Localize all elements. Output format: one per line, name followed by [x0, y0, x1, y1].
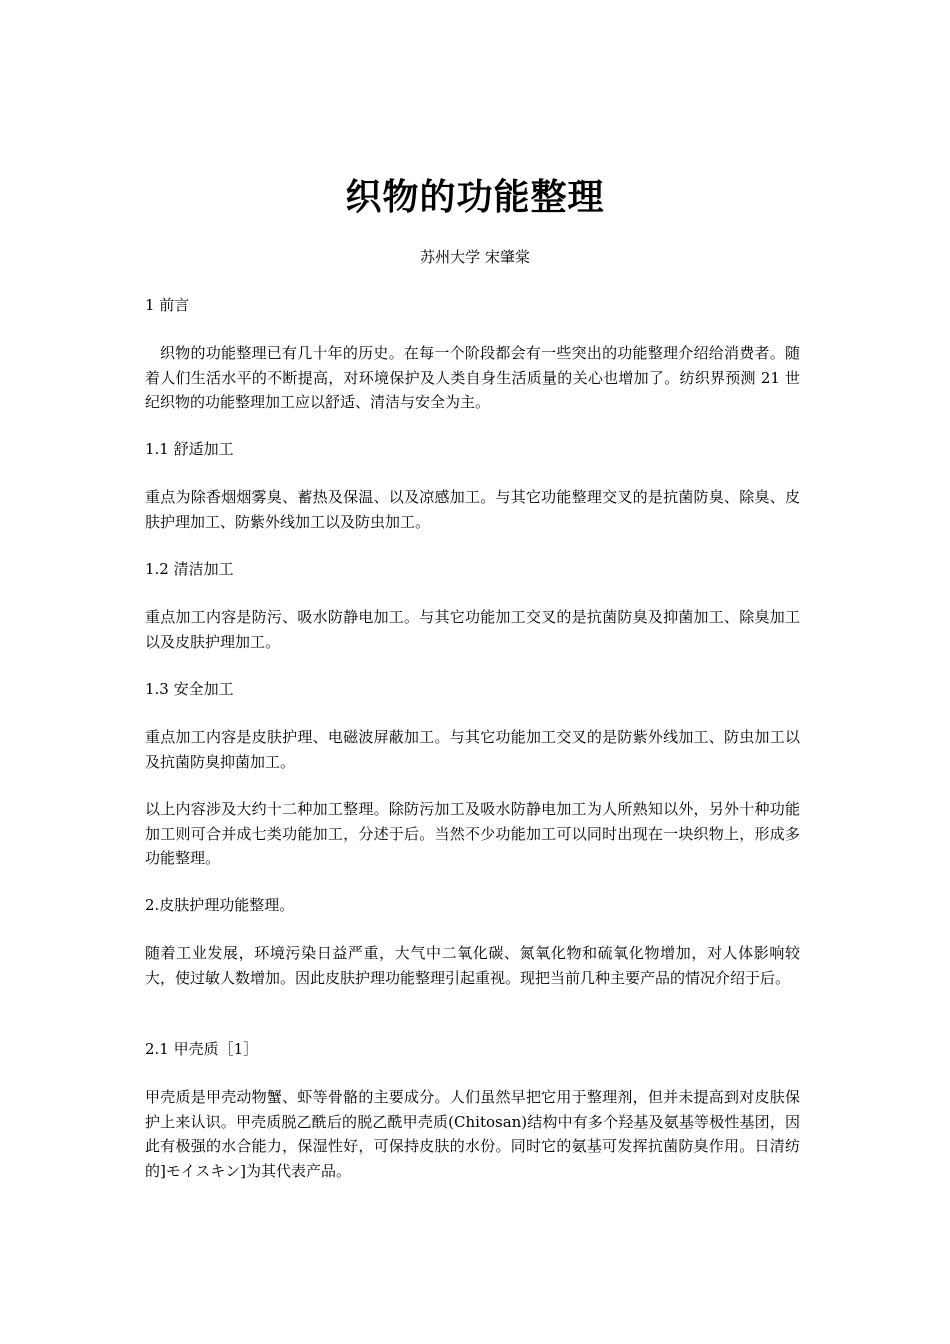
- section-heading-safety: 1.3 安全加工: [145, 680, 234, 698]
- paragraph-safety: 重点加工内容是皮肤护理、电磁波屏蔽加工。与其它功能加工交叉的是防紫外线加工、防虫加工以及抗菌防臭抑菌加工。: [145, 728, 800, 771]
- document-title: 织物的功能整理: [345, 177, 605, 218]
- section-heading-chitin: 2.1 甲壳质［1］: [145, 1040, 259, 1058]
- paragraph-comfort: 重点为除香烟烟雾臭、蓄热及保温、以及凉感加工。与其它功能整理交叉的是抗菌防臭、除臭、皮肤护理加工、防紫外线加工以及防虫加工。: [145, 488, 800, 531]
- author-line: 苏州大学 宋肇棠: [420, 248, 530, 266]
- paragraph-summary: 以上内容涉及大约十二种加工整理。除防污加工及吸水防静电加工为人所熟知以外，另外十种功能加工则可合并成七类功能加工，分述于后。当然不少功能加工可以同时出现在一块织物上，形成多功能整理。: [145, 800, 800, 867]
- section-heading-comfort: 1.1 舒适加工: [145, 440, 234, 458]
- section-heading-skin-care: 2.皮肤护理功能整理。: [145, 896, 295, 914]
- paragraph-skin-care: 随着工业发展，环境污染日益严重，大气中二氧化碳、氮氧化物和硫氧化物增加，对人体影响较大，使过敏人数增加。因此皮肤护理功能整理引起重视。现把当前几种主要产品的情况介绍于后。: [145, 944, 800, 987]
- paragraph-preface: 织物的功能整理已有几十年的历史。在每一个阶段都会有一些突出的功能整理介绍给消费者。随着人们生活水平的不断提高，对环境保护及人类自身生活质量的关心也增加了。纺织界预测 21 世纪织物的功能整理加工应以舒适、清洁与安全为主。: [145, 344, 800, 411]
- paragraph-clean: 重点加工内容是防污、吸水防静电加工。与其它功能加工交叉的是抗菌防臭及抑菌加工、除臭加工以及皮肤护理加工。: [145, 608, 800, 651]
- section-heading-preface: 1 前言: [145, 296, 190, 314]
- paragraph-chitin: 甲壳质是甲壳动物蟹、虾等骨骼的主要成分。人们虽然早把它用于整理剂，但并未提高到对皮肤保护上来认识。甲壳质脱乙酰后的脱乙酰甲壳质(Chitosan)结构中有多个羟基及氨基等极性基团，因此有极强的水合能力，保湿性好，可保持皮肤的水份。同时它的氨基可发挥抗菌防臭作用。日清纺的]モイスキン]为其代表产品。: [145, 1088, 800, 1180]
- section-heading-clean: 1.2 清洁加工: [145, 560, 234, 578]
